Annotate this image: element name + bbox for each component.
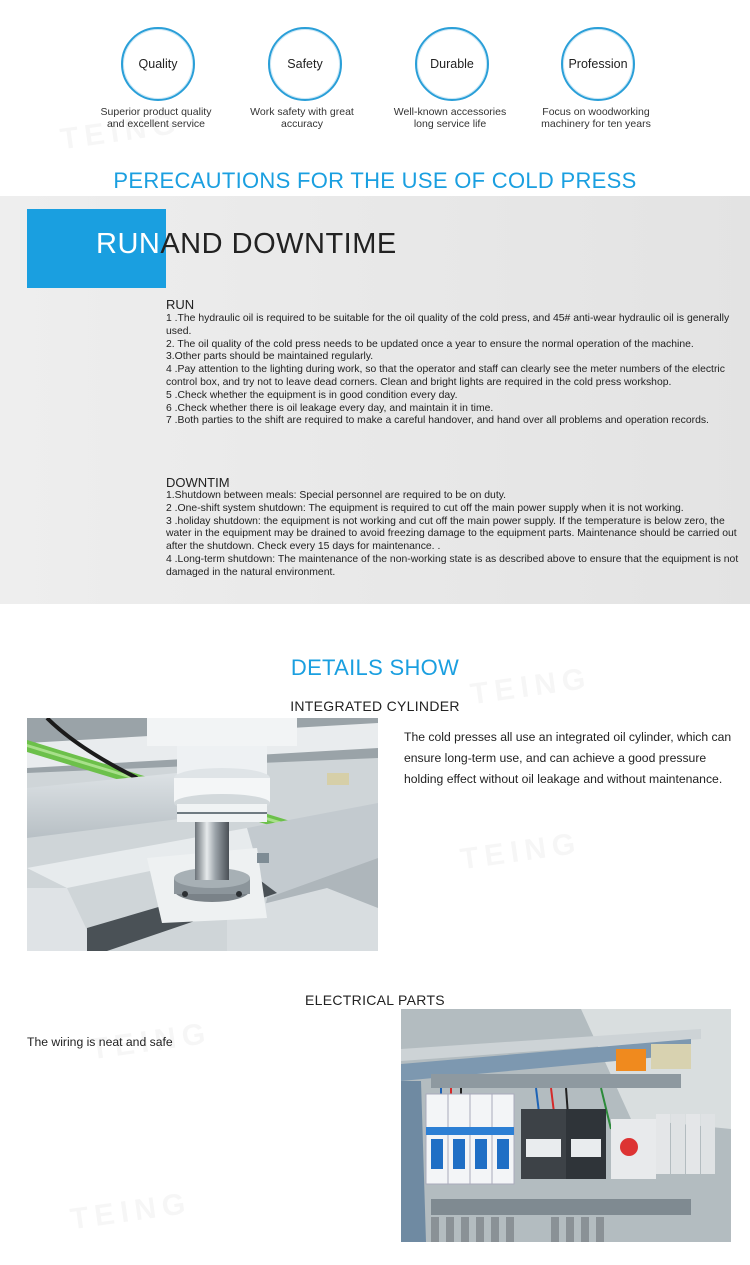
cylinder-title: INTEGRATED CYLINDER bbox=[290, 698, 460, 714]
watermark-logo-icon bbox=[68, 1187, 193, 1238]
list-item: 6 .Check whether there is oil leakage every day, and maintain it in time. bbox=[166, 402, 494, 414]
list-item: 3 .holiday shutdown: the equipment is not working and cut off the main power supply. If the temperature is below zero, the water in the equipment may be drained to avoid freezing damage to the equipment parts. Maintenance should be carried out after the shutdown. Check every 15 days for maintenance. . bbox=[166, 515, 737, 553]
cylinder-photo bbox=[27, 718, 378, 951]
downtime-heading: DOWNTIM bbox=[166, 475, 230, 490]
feature-durable-badge bbox=[415, 27, 489, 101]
electrical-description: The wiring is neat and safe bbox=[27, 1035, 173, 1049]
run-downtime-heading bbox=[96, 228, 397, 261]
feature-durable-desc: Well-known accessories long service life bbox=[393, 106, 507, 130]
run-heading: RUN bbox=[166, 297, 195, 312]
precautions-title: PERECAUTIONS FOR THE USE OF COLD PRESS bbox=[113, 168, 637, 193]
feature-safety-desc: Work safety with great accuracy bbox=[250, 106, 354, 130]
feature-quality-badge bbox=[121, 27, 195, 101]
watermark-logo-icon bbox=[458, 827, 583, 878]
feature-quality-desc: Superior product quality and excellent service bbox=[100, 106, 212, 130]
downtime-list bbox=[166, 490, 740, 580]
heading-rest: AND DOWNTIME bbox=[160, 228, 397, 260]
feature-label: Profession bbox=[568, 57, 628, 71]
list-item: 3.Other parts should be maintained regularly. bbox=[166, 351, 374, 363]
list-item: 4 .Pay attention to the lighting during work, so that the operator and staff can clearly see the meter numbers of the electric control box, and try not to leave dead corners. Clean and bright lights are required in the cold press workshop. bbox=[166, 364, 725, 388]
feature-profession-desc: Focus on woodworking machinery for ten years bbox=[541, 106, 651, 130]
details-title: DETAILS SHOW bbox=[290, 655, 460, 680]
run-list bbox=[166, 313, 740, 428]
feature-label: Quality bbox=[138, 57, 178, 71]
list-item: 4 .Long-term shutdown: The maintenance of the non-working state is as described above to ensure that the equipment is not damaged in the natural environment. bbox=[166, 553, 739, 578]
feature-safety-badge bbox=[268, 27, 342, 101]
list-item: 1.Shutdown between meals: Special personnel are required to be on duty. bbox=[166, 490, 507, 501]
list-item: 1 .The hydraulic oil is required to be suitable for the oil quality of the cold press, and 45# anti-wear hydraulic oil is generally used. bbox=[166, 313, 730, 337]
list-item: 7 .Both parties to the shift are required to make a careful handover, and hand over all problems and operation records. bbox=[166, 415, 709, 427]
feature-label: Durable bbox=[430, 57, 474, 71]
cylinder-illustration-icon bbox=[27, 718, 378, 951]
list-item: 2 .One-shift system shutdown: The equipment is required to cut off the main power supply when it is not working. bbox=[166, 502, 684, 514]
list-item: 5 .Check whether the equipment is in good condition every day. bbox=[166, 389, 458, 401]
electrical-photo bbox=[401, 1009, 731, 1242]
heading-highlight: RUN bbox=[96, 228, 161, 260]
electrical-cabinet-illustration-icon bbox=[401, 1009, 731, 1242]
electrical-title: ELECTRICAL PARTS bbox=[305, 992, 445, 1008]
list-item: 2. The oil quality of the cold press needs to be updated once a year to ensure the normal operation of the machine. bbox=[166, 338, 694, 350]
feature-profession-badge bbox=[561, 27, 635, 101]
feature-label: Safety bbox=[287, 57, 323, 71]
cylinder-description: The cold presses all use an integrated oil cylinder, which can ensure long-term use, and can achieve a good pressure holding effect without oil leakage and without maintenance. bbox=[404, 730, 732, 786]
